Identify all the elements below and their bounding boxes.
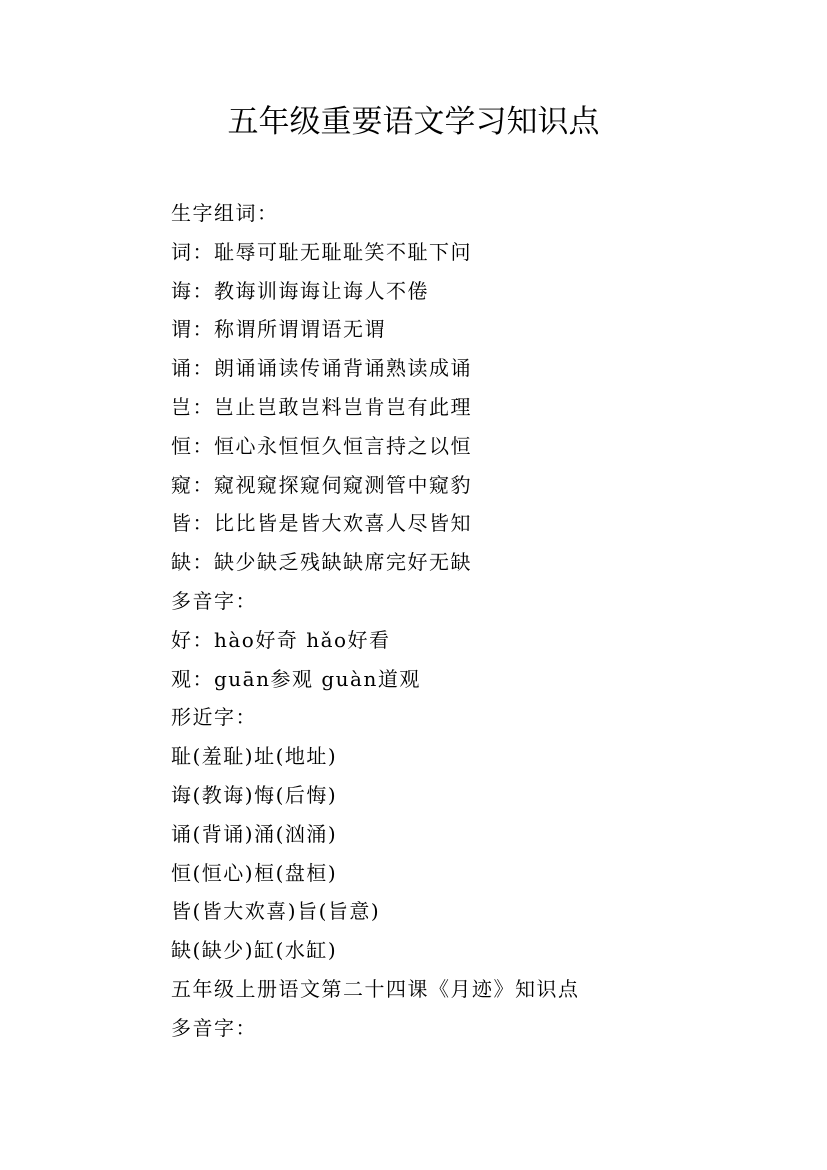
polyphone-line: 观：guān参观 guàn道观	[171, 666, 421, 691]
similar-character-line: 缺(缺少)缸(水缸)	[171, 938, 338, 963]
document-title: 五年级重要语文学习知识点	[227, 104, 600, 140]
similar-character-line: 耻(羞耻)址(地址)	[171, 744, 338, 769]
vocab-line: 岂：岂止岂敢岂料岂肯岂有此理	[171, 394, 472, 419]
section-heading-similar-characters: 形近字：	[171, 705, 257, 730]
similar-character-line: 诵(背诵)涌(汹涌)	[171, 821, 338, 846]
section-heading-polyphones: 多音字：	[171, 588, 257, 613]
similar-character-line: 诲(教诲)悔(后悔)	[171, 782, 338, 807]
vocab-line: 恒：恒心永恒恒久恒言持之以恒	[171, 433, 472, 458]
polyphone-line: 好：hào好奇 hǎo好看	[171, 627, 391, 652]
similar-character-line: 恒(恒心)桓(盘桓)	[171, 860, 338, 885]
vocab-line: 缺：缺少缺乏残缺缺席完好无缺	[171, 550, 472, 575]
section-heading-vocabulary: 生字组词：	[171, 201, 279, 225]
similar-character-line: 皆(皆大欢喜)旨(旨意)	[171, 899, 381, 924]
vocab-line: 诲：教诲训诲诲让诲人不倦	[171, 278, 429, 303]
vocab-line: 皆：比比皆是皆大欢喜人尽皆知	[171, 511, 472, 536]
lesson-heading: 五年级上册语文第二十四课《月迹》知识点	[171, 976, 580, 1001]
vocab-line: 词：耻辱可耻无耻耻笑不耻下问	[171, 239, 472, 264]
document-body	[171, 194, 791, 1048]
vocab-line: 诵：朗诵诵读传诵背诵熟读成诵	[171, 356, 472, 381]
vocab-line: 窥：窥视窥探窥伺窥测管中窥豹	[171, 472, 472, 497]
section-heading-polyphones: 多音字：	[171, 1015, 257, 1040]
vocab-line: 谓：称谓所谓谓语无谓	[171, 317, 386, 342]
